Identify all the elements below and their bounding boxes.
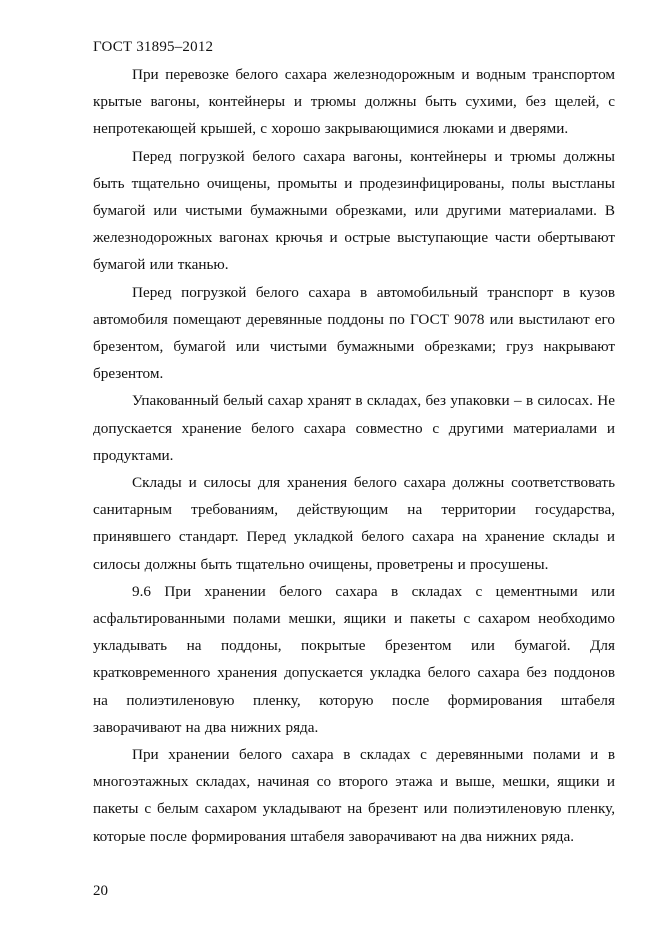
document-body bbox=[93, 61, 615, 850]
page-number: 20 bbox=[93, 883, 108, 899]
paragraph-wooden-floor-storage: При хранении белого сахара в складах с деревянными полами и в многоэтажных складах, начиная со второго этажа и выше, мешки, ящики и пакеты с белым сахаром укладывают на брезент или полиэтиленовую пленку, которые после формирования штабеля заворачивают на два нижних ряда. bbox=[93, 746, 615, 845]
paragraph-cleaning-before-loading: Перед погрузкой белого сахара вагоны, контейнеры и трюмы должны быть тщательно очищены, промыты и продезинфицированы, полы выстланы бумагой или чистыми бумажными обрезками, или другими материалами. В железнодорожных вагонах крючья и острые выступающие части обертывают бумагой или тканью. bbox=[93, 147, 615, 274]
paragraph-storage-places: Упакованный белый сахар хранят в складах, без упаковки – в силосах. Не допускается хранение белого сахара совместно с другими материалами и продуктами. bbox=[93, 392, 615, 464]
document-header: ГОСТ 31895–2012 bbox=[93, 39, 214, 55]
paragraph-transport-requirements: При перевозке белого сахара железнодорожным и водным транспортом крытые вагоны, контейнеры и трюмы должны быть сухими, без щелей, с непротекающей крышей, с хорошо закрывающимися люками и дверями. bbox=[93, 66, 615, 138]
paragraph-automobile-transport: Перед погрузкой белого сахара в автомобильный транспорт в кузов автомобиля помещают деревянные поддоны по ГОСТ 9078 или выстилают его брезентом, бумагой или чистыми бумажными обрезками; груз накрывают брезентом. bbox=[93, 283, 615, 383]
paragraph-warehouse-requirements: Склады и силосы для хранения белого сахара должны соответствовать санитарным требованиям, действующим на территории государства, принявшего стандарт. Перед укладкой белого сахара на хранение склады и силосы должны быть тщательно очищены, проветрены и просушены. bbox=[93, 474, 615, 573]
paragraph-section-9-6: 9.6 При хранении белого сахара в складах с цементными или асфальтированными полами мешки, ящики и пакеты с сахаром необходимо укладывать на поддоны, покрытые брезентом или бумагой. Для кратковременного хранения допускается укладка белого сахара без поддонов на полиэтиленовую пленку, которую после формирования штабеля заворачивают на два нижних ряда. bbox=[93, 582, 615, 736]
